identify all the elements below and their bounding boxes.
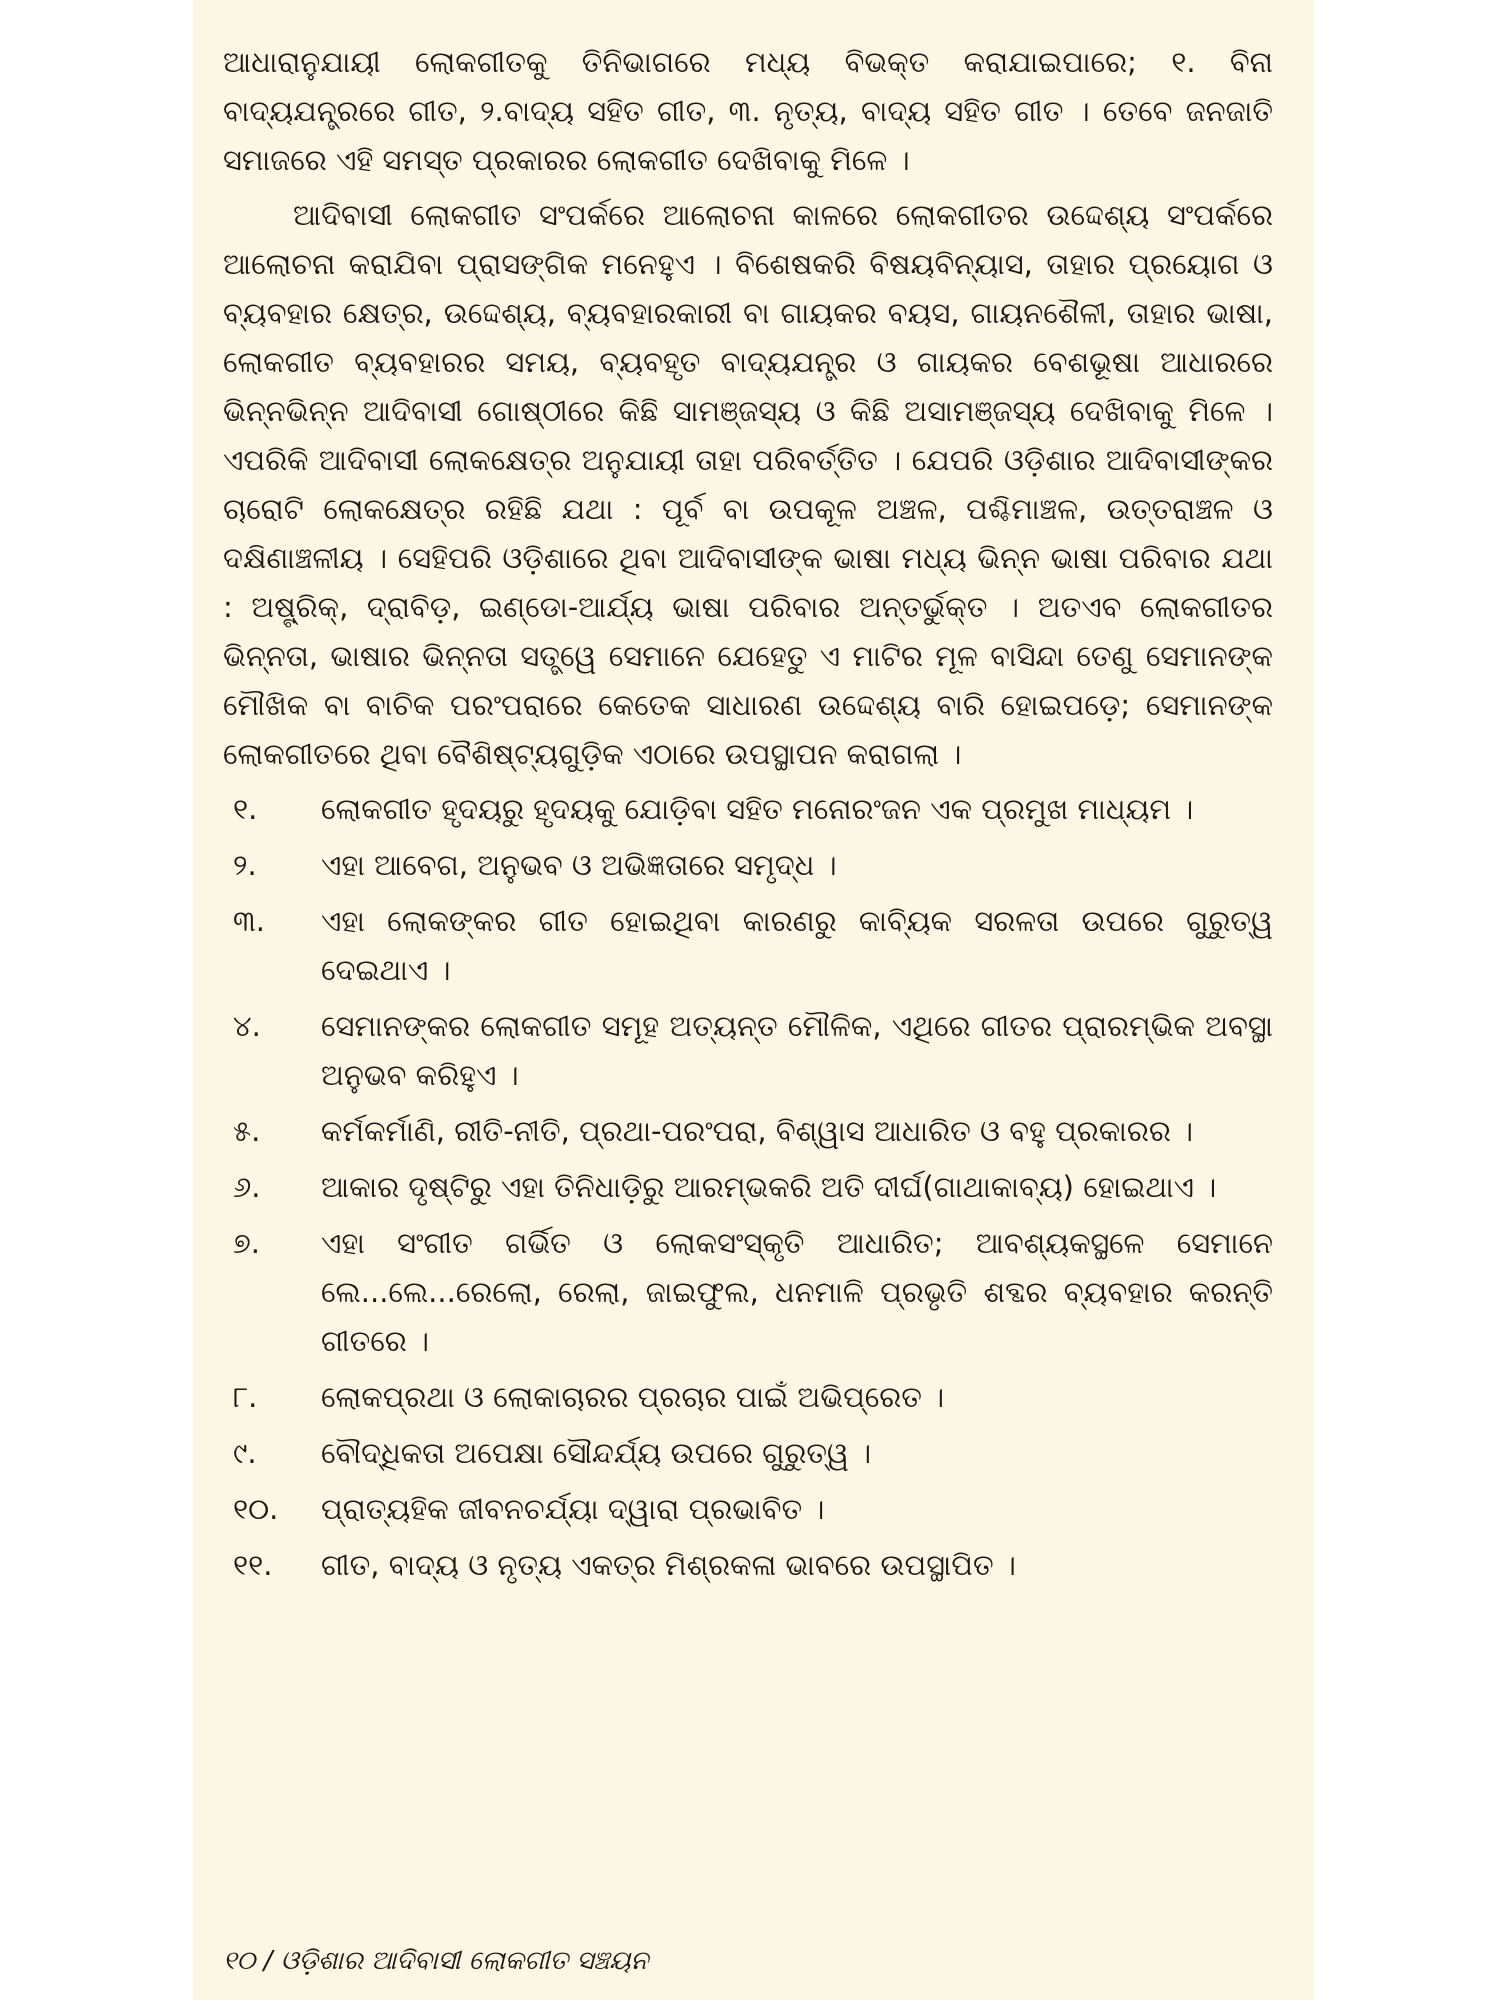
list-number: ୫.: [233, 1114, 261, 1148]
list-item: [223, 1373, 1273, 1422]
list-item: [223, 1219, 1273, 1366]
list-number: ୮.: [233, 1380, 258, 1414]
list-item: [223, 785, 1273, 834]
list-text: ଏହା ଆବେଗ, ଅନୁଭବ ଓ ଅଭିଜ୍ଞତାରେ ସମୃଦ୍ଧ ।: [321, 848, 837, 882]
page-body: [223, 38, 1273, 1597]
list-text: ଏହା ଲୋକଙ୍କର ଗୀତ ହୋଇଥିବା କାରଣରୁ କାବ୍ୟିକ ସରଳତା ଉପରେ ଗୁରୁତ୍ୱ ଦେଇଥାଏ ।: [321, 904, 1273, 987]
list-number: ୧.: [233, 792, 258, 826]
feature-list: [223, 785, 1273, 1590]
list-text: ବୌଦ୍ଧିକତା ଅପେକ୍ଷା ସୌନ୍ଦର୍ଯ୍ୟ ଉପରେ ଗୁରୁତ୍ୱ ।: [321, 1436, 872, 1470]
list-number: ୪.: [233, 1009, 261, 1043]
list-text: ଆକାର ଦୃଷ୍ଟିରୁ ଏହା ତିନିଧାଡ଼ିରୁ ଆରମ୍ଭକରି ଅତି ଦୀର୍ଘ(ଗାଥାକାବ୍ୟ) ହୋଇଥାଏ ।: [321, 1170, 1217, 1204]
list-text: ଲୋକପ୍ରଥା ଓ ଲୋକାଚାରର ପ୍ରଚାର ପାଇଁ ଅଭିପ୍ରେତ ।: [321, 1380, 945, 1414]
list-text: କର୍ମକର୍ମାଣି, ରୀତି-ନୀତି, ପ୍ରଥା-ପରଂପରା, ବିଶ୍ୱାସ ଆଧାରିତ ଓ ବହୁ ପ୍ରକାରର ।: [321, 1114, 1194, 1148]
list-item: [223, 1163, 1273, 1212]
list-number: ୭.: [233, 1226, 260, 1260]
list-number: ୧୦.: [233, 1492, 279, 1526]
list-item: [223, 1107, 1273, 1156]
list-text: ପ୍ରାତ୍ୟହିକ ଜୀବନଚର୍ଯ୍ୟା ଦ୍ୱାରା ପ୍ରଭାବିତ ।: [321, 1492, 825, 1526]
list-text: ଏହା ସଂଗୀତ ଗର୍ଭିତ ଓ ଲୋକସଂସ୍କୃତି ଆଧାରିତ; ଆବଶ୍ୟକସ୍ଥଳେ ସେମାନେ ଲେ...ଲେ...ରେଲୋ, ରେଲା, ଜାଇଫୁଲ, ଧନମାଳି ପ୍ରଭୃତି ଶବ୍ଦର ବ୍ୟବହାର କରନ୍ତି ଗୀତରେ ।: [321, 1226, 1273, 1358]
list-number: ୩.: [233, 904, 266, 938]
list-number: ୧୧.: [233, 1548, 273, 1582]
list-number: ୨.: [233, 848, 257, 882]
list-item: [223, 841, 1273, 890]
list-text: ଲୋକଗୀତ ହୃଦୟରୁ ହୃଦୟକୁ ଯୋଡ଼ିବା ସହିତ ମନୋରଂଜନ ଏକ ପ୍ରମୁଖ ମାଧ୍ୟମ ।: [321, 792, 1194, 826]
intro-paragraph: ଆଧାରାନୁଯାୟୀ ଲୋକଗୀତକୁ ତିନିଭାଗରେ ମଧ୍ୟ ବିଭକ୍ତ କରାଯାଇପାରେ; ୧. ବିନା ବାଦ୍ୟଯନ୍ତ୍ରରେ ଗୀତ, ୨.ବାଦ୍ୟ ସହିତ ଗୀତ, ୩. ନୃତ୍ୟ, ବାଦ୍ୟ ସହିତ ଗୀତ । ତେବେ ଜନଜାତି ସମାଜରେ ଏହି ସମସ୍ତ ପ୍ରକାରର ଲୋକଗୀତ ଦେଖିବାକୁ ମିଳେ ।: [223, 45, 1273, 177]
list-item: [223, 1541, 1273, 1590]
list-number: ୬.: [233, 1170, 261, 1204]
book-page: [193, 0, 1314, 2000]
list-item: [223, 897, 1273, 995]
body-paragraph: ଆଦିବାସୀ ଲୋକଗୀତ ସଂପର୍କରେ ଆଲୋଚନା କାଳରେ ଲୋକଗୀତର ଉଦ୍ଦେଶ୍ୟ ସଂପର୍କରେ ଆଲୋଚନା କରାଯିବା ପ୍ରାସଙ୍ଗିକ ମନେହୁଏ । ବିଶେଷକରି ବିଷୟବିନ୍ୟାସ, ତାହାର ପ୍ରୟୋଗ ଓ ବ୍ୟବହାର କ୍ଷେତ୍ର, ଉଦ୍ଦେଶ୍ୟ, ବ୍ୟବହାରକାରୀ ବା ଗାୟକର ବୟସ, ଗାୟନଶୈଳୀ, ତାହାର ଭାଷା, ଲୋକଗୀତ ବ୍ୟବହାରର ସମୟ, ବ୍ୟବହୃତ ବାଦ୍ୟଯନ୍ତ୍ର ଓ ଗାୟକର ବେଶଭୂଷା ଆଧାରରେ ଭିନ୍ନଭିନ୍ନ ଆଦିବାସୀ ଗୋଷ୍ଠୀରେ କିଛି ସାମଞ୍ଜସ୍ୟ ଓ କିଛି ଅସାମଞ୍ଜସ୍ୟ ଦେଖିବାକୁ ମିଳେ । ଏପରିକି ଆଦିବାସୀ ଲୋକକ୍ଷେତ୍ର ଅନୁଯାୟୀ ତାହା ପରିବର୍ତ୍ତିତ । ଯେପରି ଓଡ଼ିଶାର ଆଦିବାସୀଙ୍କର ଚାରୋଟି ଲୋକକ୍ଷେତ୍ର ରହିଛି ଯଥା : ପୂର୍ବ ବା ଉପକୂଳ ଅଞ୍ଚଳ, ପଶ୍ଚିମାଞ୍ଚଳ, ଉତ୍ତରାଞ୍ଚଳ ଓ ଦକ୍ଷିଣାଞ୍ଚଳୀୟ । ସେହିପରି ଓଡ଼ିଶାରେ ଥିବା ଆଦିବାସୀଙ୍କ ଭାଷା ମଧ୍ୟ ଭିନ୍ନ ଭାଷା ପରିବାର ଯଥା : ଅଷ୍ଟ୍ରିକ୍, ଦ୍ରାବିଡ଼, ଇଣ୍ଡୋ-ଆର୍ଯ୍ୟ ଭାଷା ପରିବାର ଅନ୍ତର୍ଭୁକ୍ତ । ଅତଏବ ଲୋକଗୀତର ଭିନ୍ନତା, ଭାଷାର ଭିନ୍ନତା ସତ୍ତ୍ୱେ ସେମାନେ ଯେହେତୁ ଏ ମାଟିର ମୂଳ ବାସିନ୍ଦା ତେଣୁ ସେମାନଙ୍କ ମୌଖିକ ବା ବାଚିକ ପରଂପରାରେ କେତେକ ସାଧାରଣ ଉଦ୍ଦେଶ୍ୟ ବାରି ହୋଇପଡ଼େ; ସେମାନଙ୍କ ଲୋକଗୀତରେ ଥିବା ବୈଶିଷ୍ଟ୍ୟଗୁଡ଼ିକ ଏଠାରେ ଉପସ୍ଥାପନ କରାଗଲା ।: [223, 198, 1273, 771]
list-text: ଗୀତ, ବାଦ୍ୟ ଓ ନୃତ୍ୟ ଏକତ୍ର ମିଶ୍ରକଳା ଭାବରେ ଉପସ୍ଥାପିତ ।: [321, 1548, 1016, 1582]
list-item: [223, 1429, 1273, 1478]
page-footer: ୧୦ / ଓଡ଼ିଶାର ଆଦିବାସୀ ଲୋକଗୀତ ସଞ୍ଚୟନ: [223, 1946, 649, 1976]
list-number: ୯.: [233, 1436, 257, 1470]
list-item: [223, 1485, 1273, 1534]
list-item: [223, 1002, 1273, 1100]
list-text: ସେମାନଙ୍କର ଲୋକଗୀତ ସମୂହ ଅତ୍ୟନ୍ତ ମୌଳିକ, ଏଥିରେ ଗୀତର ପ୍ରାରମ୍ଭିକ ଅବସ୍ଥା ଅନୁଭବ କରିହୁଏ ।: [321, 1009, 1273, 1092]
